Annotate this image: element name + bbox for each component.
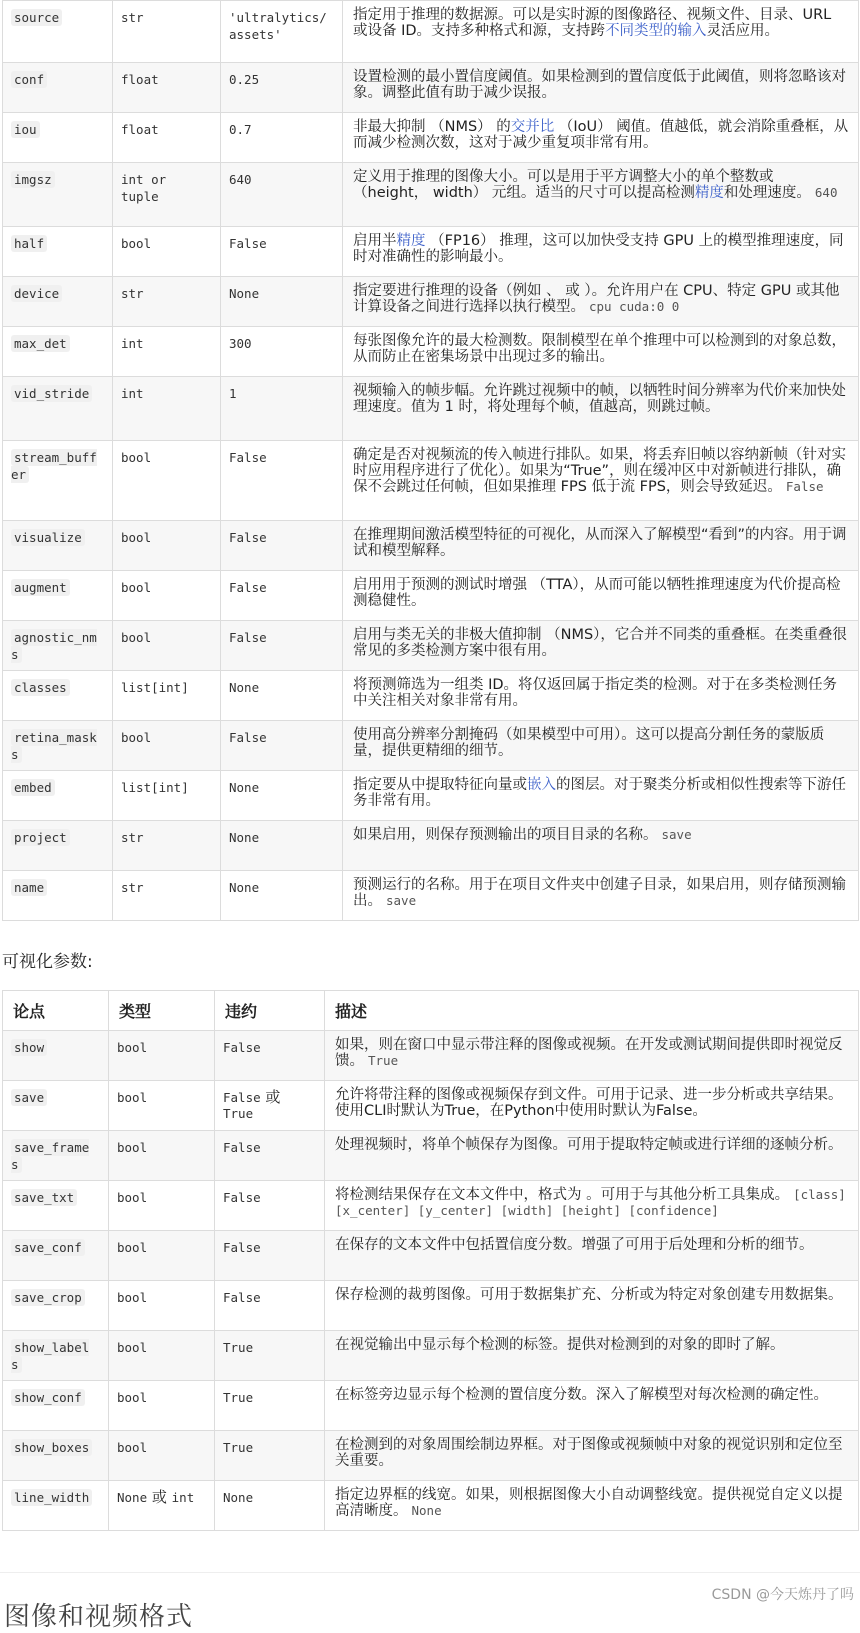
- table-row: [3, 1431, 859, 1481]
- arg-default: None: [229, 830, 260, 845]
- arg-default: False: [223, 1190, 261, 1205]
- type-cell: [113, 521, 221, 571]
- default-cell: [221, 671, 343, 721]
- description-text: 在推理期间激活模型特征的可视化，从而深入了解模型“看到”的内容。用于调试和模型解释。: [353, 527, 847, 559]
- arg-type: bool: [117, 1040, 148, 1055]
- section-heading-image-video-formats: 图像和视频格式: [4, 1602, 194, 1632]
- description-text: 启用用于预测的测试时增强 （TTA），从而可能以牺牲推理速度为代价提高检测稳健性。: [353, 577, 841, 609]
- type-cell: [113, 113, 221, 163]
- default-cell: [221, 771, 343, 821]
- header-default: 违约: [215, 991, 325, 1031]
- arg-type: bool: [121, 630, 152, 645]
- arg-default: False: [229, 530, 267, 545]
- arg-default: True: [223, 1440, 254, 1455]
- arg-cell: [3, 1181, 109, 1231]
- description-text-after: （FP16） 推理，这可以加快受支持 GPU 上的模型推理速度，同时对准确性的影响最小。: [353, 233, 844, 265]
- arg-type: str: [121, 10, 144, 25]
- default-cell: [215, 1081, 325, 1131]
- arg-cell: [3, 113, 113, 163]
- arg-name: save_frame s: [11, 1140, 90, 1172]
- description-text: 定义用于推理的图像大小。可以是用于平方调整大小的单个整数或 （height， width） 元组。适当的尺寸可以提高检测: [353, 169, 774, 201]
- arg-name: vid_stride: [11, 385, 92, 402]
- table-row: [3, 163, 859, 227]
- default-cell: [215, 1331, 325, 1381]
- table-row: [3, 671, 859, 721]
- description-text: 确定是否对视频流的传入帧进行排队。如果，将丢弃旧帧以容纳新帧（针对实时应用程序进行了优化）。如果为“True”，则在缓冲区中对新帧进行排队，确保不会跳过任何帧，但如果推理 FPS 低于流 FPS，则会导致延迟。: [353, 447, 846, 495]
- arg-cell: [3, 1, 113, 63]
- arg-type: bool: [121, 580, 152, 595]
- arg-name: line_width: [11, 1489, 92, 1506]
- arg-type: bool: [121, 236, 152, 251]
- arg-default: False: [229, 580, 267, 595]
- arg-cell: [3, 821, 113, 871]
- description-text: 在标签旁边显示每个检测的置信度分数。深入了解模型对每次检测的确定性。: [335, 1387, 828, 1403]
- arg-cell: [3, 377, 113, 441]
- description-link[interactable]: 交并比: [510, 119, 555, 135]
- description-text: 启用半: [353, 233, 397, 249]
- table-row: [3, 441, 859, 521]
- arg-default: None: [229, 780, 260, 795]
- arg-default: False: [223, 1040, 261, 1055]
- type-part: int: [171, 1490, 195, 1505]
- arg-name: save_crop: [11, 1289, 85, 1306]
- arg-default-alt: True: [223, 1106, 254, 1121]
- arg-type: int: [121, 386, 144, 401]
- table-row: [3, 1081, 859, 1131]
- description-text: 指定用于推理的数据源。可以是实时源的图像路径、视频文件、目录、URL 或设备 ID。支持多种格式和源，支持跨: [353, 7, 832, 39]
- inference-args-body: [3, 1, 859, 921]
- description-text: 指定要从中提取特征向量或: [353, 777, 527, 793]
- arg-name: save_txt: [11, 1189, 77, 1206]
- arg-type: list[int]: [121, 680, 189, 695]
- arg-default: 640: [229, 172, 252, 187]
- description-cell: [343, 63, 859, 113]
- default-cell: [221, 721, 343, 771]
- arg-default: False: [229, 236, 267, 251]
- arg-name: name: [11, 879, 47, 896]
- arg-default: 300: [229, 336, 252, 351]
- default-cell: [215, 1481, 325, 1531]
- default-cell: [221, 63, 343, 113]
- type-cell: [113, 1, 221, 63]
- arg-name: embed: [11, 779, 55, 796]
- table-row: [3, 1331, 859, 1381]
- table-row: [3, 1131, 859, 1181]
- arg-type: bool: [121, 530, 152, 545]
- description-cell: [343, 571, 859, 621]
- type-cell: [109, 1081, 215, 1131]
- default-cell: [215, 1131, 325, 1181]
- table-row: [3, 571, 859, 621]
- visualization-args-body: [3, 1031, 859, 1531]
- arg-name: show: [11, 1039, 47, 1056]
- table-row: [3, 1181, 859, 1231]
- arg-cell: [3, 163, 113, 227]
- description-cell: [325, 1281, 859, 1331]
- arg-name: augment: [11, 579, 70, 596]
- arg-default: 0.25: [229, 72, 260, 87]
- description-cell: [343, 521, 859, 571]
- arg-cell: [3, 1231, 109, 1281]
- default-cell: [221, 327, 343, 377]
- arg-default: True: [223, 1340, 254, 1355]
- arg-type: bool: [117, 1090, 148, 1105]
- arg-default: None: [229, 880, 260, 895]
- description-text: 如果，则在窗口中显示带注释的图像或视频。在开发或测试期间提供即时视觉反馈。: [335, 1037, 843, 1069]
- default-cell: [215, 1181, 325, 1231]
- arg-name: imgsz: [11, 171, 55, 188]
- arg-name: classes: [11, 679, 70, 696]
- table-row: [3, 1, 859, 63]
- arg-default: 0.7: [229, 122, 252, 137]
- description-cell: [325, 1431, 859, 1481]
- table-row: [3, 1381, 859, 1431]
- description-text: 在保存的文本文件中包括置信度分数。增强了可用于后处理和分析的细节。: [335, 1237, 814, 1253]
- table-header-row: [3, 991, 859, 1031]
- description-cell: [325, 1481, 859, 1531]
- description-cell: [343, 871, 859, 921]
- arg-type: bool: [121, 730, 152, 745]
- arg-name: source: [11, 9, 62, 26]
- type-cell: [113, 771, 221, 821]
- description-cell: [325, 1181, 859, 1231]
- default-cell: [221, 821, 343, 871]
- table-row: [3, 1031, 859, 1081]
- description-text: 每张图像允许的最大检测数。限制模型在单个推理中可以检测到的对象总数，从而防止在密集场景中出现过多的输出。: [353, 333, 846, 365]
- inference-args-table: [2, 0, 859, 921]
- type-cell: [113, 163, 221, 227]
- default-cell: [215, 1381, 325, 1431]
- description-text: 使用高分辨率分割掩码（如果模型中可用）。这可以提高分割任务的蒙版质量，提供更精细的细节。: [353, 727, 825, 759]
- description-text: 将预测筛选为一组类 ID。将仅返回属于指定类的检测。对于在多类检测任务中关注相关对象非常有用。: [353, 677, 838, 709]
- table-row: [3, 1231, 859, 1281]
- type-cell: [113, 227, 221, 277]
- arg-name: stream_buff er: [11, 450, 97, 482]
- type-cell: [113, 871, 221, 921]
- default-cell: [221, 621, 343, 671]
- default-sep: 或: [260, 1088, 281, 1106]
- arg-cell: [3, 1381, 109, 1431]
- arg-name: agnostic_nm s: [11, 630, 97, 662]
- description-text: 在视觉输出中显示每个检测的标签。提供对检测到的对象的即时了解。: [335, 1337, 785, 1353]
- description-cell: [343, 327, 859, 377]
- description-text-after: 灵活应用。: [706, 23, 780, 39]
- description-cell: [325, 1231, 859, 1281]
- arg-name: save_conf: [11, 1239, 85, 1256]
- arg-cell: [3, 521, 113, 571]
- description-text: 设置检测的最小置信度阈值。如果检测到的置信度低于此阈值，则将忽略该对象。调整此值有助于减少误报。: [353, 69, 846, 101]
- description-cell: [343, 621, 859, 671]
- arg-default: False: [229, 450, 267, 465]
- arg-cell: [3, 671, 113, 721]
- header-argument: 论点: [3, 991, 109, 1031]
- default-cell: [221, 377, 343, 441]
- arg-default: False: [223, 1090, 261, 1105]
- inline-code: save: [661, 827, 692, 842]
- default-cell: [221, 441, 343, 521]
- arg-name: max_det: [11, 335, 70, 352]
- arg-type: bool: [117, 1290, 148, 1305]
- arg-cell: [3, 327, 113, 377]
- arg-cell: [3, 721, 113, 771]
- header-description: 描述: [325, 991, 859, 1031]
- description-cell: [343, 821, 859, 871]
- default-cell: [215, 1281, 325, 1331]
- arg-name: visualize: [11, 529, 85, 546]
- arg-name: iou: [11, 121, 40, 138]
- description-text-after: 和处理速度。: [723, 185, 811, 201]
- description-text: 允许将带注释的图像或视频保存到文件。可用于记录、进一步分析或共享结果。使用CLI时默认为True，在Python中使用时默认为False。: [335, 1087, 843, 1119]
- table-row: [3, 1281, 859, 1331]
- type-cell: [113, 327, 221, 377]
- inline-code: None: [411, 1503, 442, 1518]
- arg-cell: [3, 571, 113, 621]
- table-row: [3, 821, 859, 871]
- arg-type: bool: [117, 1190, 148, 1205]
- description-cell: [325, 1331, 859, 1381]
- type-cell: [109, 1281, 215, 1331]
- inline-code: cpu cuda:0 0: [589, 299, 680, 314]
- arg-name: show_boxes: [11, 1439, 92, 1456]
- description-text-after: 的图层。对于聚类分析或相似性搜索等下游任务非常有用。: [353, 777, 846, 809]
- description-cell: [343, 377, 859, 441]
- type-cell: [113, 63, 221, 113]
- arg-name: retina_mask s: [11, 730, 97, 762]
- arg-default: None: [229, 680, 260, 695]
- type-cell: [113, 441, 221, 521]
- type-cell: [113, 821, 221, 871]
- default-cell: [221, 113, 343, 163]
- arg-cell: [3, 441, 113, 521]
- description-text: 指定要进行推理的设备（例如 、 或 ）。允许用户在 CPU、特定 GPU 或其他计算设备之间进行选择以执行模型。: [353, 283, 840, 315]
- arg-cell: [3, 1481, 109, 1531]
- arg-default: False: [229, 730, 267, 745]
- description-text: 在检测到的对象周围绘制边界框。对于图像或视频帧中对象的视觉识别和定位至关重要。: [335, 1437, 843, 1469]
- arg-cell: [3, 771, 113, 821]
- arg-cell: [3, 227, 113, 277]
- arg-type: bool: [121, 450, 152, 465]
- type-cell: [113, 721, 221, 771]
- arg-type: str: [121, 286, 144, 301]
- arg-cell: [3, 1031, 109, 1081]
- arg-type: bool: [117, 1340, 148, 1355]
- arg-type: int: [121, 336, 144, 351]
- description-text: 指定边界框的线宽。如果，则根据图像大小自动调整线宽。提供视觉自定义以提高清晰度。: [335, 1487, 843, 1519]
- arg-default: 1: [229, 386, 237, 401]
- arg-default: False: [229, 630, 267, 645]
- default-cell: [215, 1231, 325, 1281]
- table-row: [3, 277, 859, 327]
- arg-type: list[int]: [121, 780, 189, 795]
- arg-type: bool: [117, 1140, 148, 1155]
- type-cell: [109, 1181, 215, 1231]
- description-link[interactable]: 精度: [694, 185, 724, 201]
- description-text-after: （IoU） 阈值。值越低，就会消除重叠框，从而减少检测次数，这对于减少重复项非常有用。: [353, 119, 849, 151]
- table-row: [3, 621, 859, 671]
- default-cell: [215, 1431, 325, 1481]
- description-cell: [325, 1381, 859, 1431]
- description-cell: [343, 113, 859, 163]
- description-cell: [343, 227, 859, 277]
- default-cell: [215, 1031, 325, 1081]
- arg-name: project: [11, 829, 70, 846]
- inline-code: True: [368, 1053, 399, 1068]
- arg-name: show_label s: [11, 1340, 90, 1372]
- default-cell: [221, 521, 343, 571]
- description-text: 启用与类无关的非极大值抑制 （NMS），它合并不同类的重叠框。在类重叠很常见的多类检测方案中很有用。: [353, 627, 847, 659]
- default-cell: [221, 1, 343, 63]
- inline-code: False: [785, 479, 824, 494]
- arg-cell: [3, 63, 113, 113]
- inline-code: 640: [814, 185, 838, 200]
- description-cell: [325, 1031, 859, 1081]
- description-text: 非最大抑制 （NMS） 的: [353, 119, 511, 135]
- type-cell: [109, 1131, 215, 1181]
- type-part: None: [117, 1490, 148, 1505]
- header-type: 类型: [109, 991, 215, 1031]
- table-row: [3, 377, 859, 441]
- visualization-args-table: [2, 990, 859, 1531]
- arg-type: str: [121, 880, 144, 895]
- type-cell: [109, 1031, 215, 1081]
- table-row: [3, 63, 859, 113]
- table-row: [3, 771, 859, 821]
- default-cell: [221, 871, 343, 921]
- description-cell: [343, 721, 859, 771]
- arg-name: device: [11, 285, 62, 302]
- type-cell: [113, 571, 221, 621]
- arg-name: show_conf: [11, 1389, 85, 1406]
- arg-cell: [3, 277, 113, 327]
- type-cell: [109, 1431, 215, 1481]
- table-row: [3, 227, 859, 277]
- arg-default: False: [223, 1240, 261, 1255]
- arg-cell: [3, 1131, 109, 1181]
- description-text: 视频输入的帧步幅。允许跳过视频中的帧，以牺牲时间分辨率为代价来加快处理速度。值为 1 时，将处理每个帧，值越高，则跳过帧。: [353, 383, 846, 415]
- description-link[interactable]: 嵌入: [527, 777, 556, 793]
- table-row: [3, 327, 859, 377]
- table-row: [3, 113, 859, 163]
- arg-cell: [3, 621, 113, 671]
- divider: [0, 1572, 860, 1573]
- arg-default: 'ultralytics/ assets': [229, 10, 327, 42]
- default-cell: [221, 277, 343, 327]
- table-row: [3, 871, 859, 921]
- type-cell: [113, 671, 221, 721]
- arg-cell: [3, 1431, 109, 1481]
- arg-type: int or tuple: [121, 172, 167, 204]
- table-row: [3, 1481, 859, 1531]
- description-cell: [325, 1131, 859, 1181]
- type-cell: [109, 1231, 215, 1281]
- arg-type: float: [121, 122, 159, 137]
- description-cell: [343, 671, 859, 721]
- description-cell: [343, 771, 859, 821]
- arg-cell: [3, 1081, 109, 1131]
- arg-name: half: [11, 235, 47, 252]
- arg-cell: [3, 1281, 109, 1331]
- type-cell: [109, 1331, 215, 1381]
- table-row: [3, 521, 859, 571]
- type-cell: [109, 1481, 215, 1531]
- table-row: [3, 721, 859, 771]
- type-cell: [113, 621, 221, 671]
- description-text: 预测运行的名称。用于在项目文件夹中创建子目录，如果启用，则存储预测输出。: [353, 877, 846, 909]
- arg-cell: [3, 871, 113, 921]
- default-cell: [221, 227, 343, 277]
- inline-code: save: [386, 893, 417, 908]
- description-cell: [343, 1, 859, 63]
- csdn-watermark: CSDN @今天炼丹了吗: [711, 1587, 854, 1603]
- arg-type: float: [121, 72, 159, 87]
- inline-code: [class] [x_center] [y_center] [width] [height] [confidence]: [335, 1187, 846, 1218]
- arg-type: bool: [117, 1240, 148, 1255]
- description-text: 保存检测的裁剪图像。可用于数据集扩充、分析或为特定对象创建专用数据集。: [335, 1287, 843, 1303]
- type-cell: [109, 1381, 215, 1431]
- description-text: 将检测结果保存在文本文件中，格式为 。可用于与其他分析工具集成。: [335, 1187, 790, 1203]
- description-cell: [343, 277, 859, 327]
- description-link[interactable]: 不同类型的输入: [605, 23, 707, 39]
- arg-name: save: [11, 1089, 47, 1106]
- arg-default: None: [223, 1490, 254, 1505]
- type-cell: [113, 277, 221, 327]
- description-link[interactable]: 精度: [396, 233, 426, 249]
- arg-default: None: [229, 286, 260, 301]
- type-cell: [113, 377, 221, 441]
- arg-type: bool: [117, 1440, 148, 1455]
- arg-default: False: [223, 1290, 261, 1305]
- description-cell: [343, 163, 859, 227]
- arg-type: str: [121, 830, 144, 845]
- arg-name: conf: [11, 71, 47, 88]
- arg-type: bool: [117, 1390, 148, 1405]
- default-cell: [221, 571, 343, 621]
- description-text: 处理视频时，将单个帧保存为图像。可用于提取特定帧或进行详细的逐帧分析。: [335, 1137, 843, 1153]
- arg-default: True: [223, 1390, 254, 1405]
- arg-cell: [3, 1331, 109, 1381]
- visualization-args-label: 可视化参数:: [2, 952, 93, 972]
- arg-default: False: [223, 1140, 261, 1155]
- type-sep: 或: [147, 1488, 172, 1506]
- description-cell: [325, 1081, 859, 1131]
- description-text: 如果启用，则保存预测输出的项目目录的名称。: [353, 827, 658, 843]
- description-cell: [343, 441, 859, 521]
- default-cell: [221, 163, 343, 227]
